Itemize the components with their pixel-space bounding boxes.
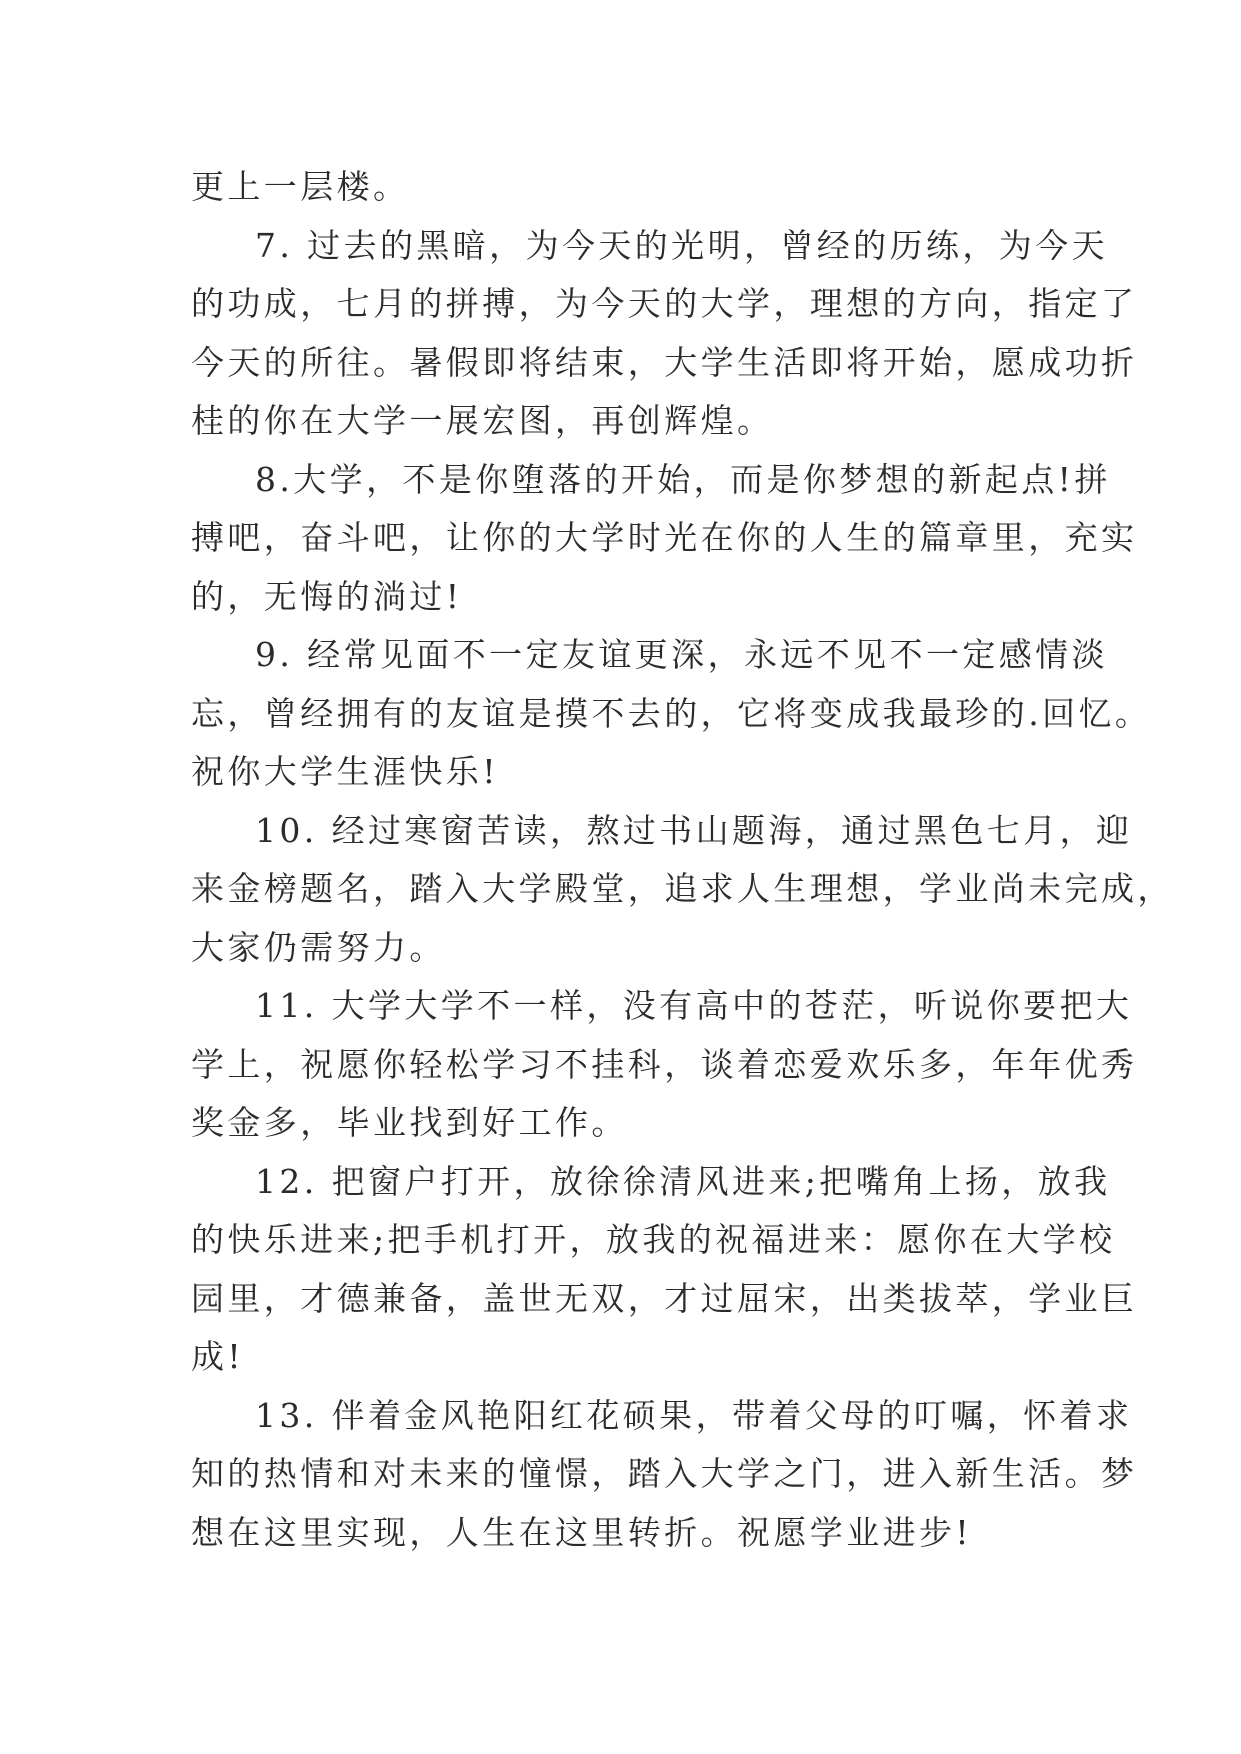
text-line: 的功成，七月的拼搏，为今天的大学，理想的方向，指定了 (191, 284, 1138, 323)
text-line: 园里，才德兼备，盖世无双，才过屈宋，出类拔萃，学业巨 (191, 1278, 1138, 1318)
paragraph-10-first-line: 10. 经过寒窗苦读，熬过书山题海，通过黑色七月，迎 (255, 810, 1133, 850)
text-line: 的快乐进来;把手机打开，放我的祝福进来：愿你在大学校 (191, 1220, 1116, 1259)
paragraph-7-first-line: 7. 过去的黑暗，为今天的光明，曾经的历练，为今天 (255, 225, 1108, 265)
text-line: 大家仍需努力。 (191, 927, 446, 967)
paragraph-9-first-line: 9. 经常见面不一定友谊更深，永远不见不一定感情淡 (255, 635, 1108, 674)
paragraph-8-first-line: 8.大学，不是你堕落的开始，而是你梦想的新起点!拼 (255, 459, 1111, 499)
paragraph-13-first-line: 13. 伴着金风艳阳红花硕果，带着父母的叮嘱，怀着求 (255, 1395, 1133, 1435)
text-line: 知的热情和对未来的憧憬，踏入大学之门，进入新生活。梦 (191, 1454, 1138, 1493)
text-line: 想在这里实现，人生在这里转折。祝愿学业进步! (191, 1512, 973, 1552)
text-line: 祝你大学生涯快乐! (191, 752, 499, 791)
text-line: 的，无悔的淌过! (191, 576, 463, 616)
text-line: 搏吧，奋斗吧，让你的大学时光在你的人生的篇章里，充实 (191, 518, 1138, 557)
text-line: 忘，曾经拥有的友谊是摸不去的，它将变成我最珍的.回忆。 (191, 693, 1152, 733)
text-line: 更上一层楼。 (191, 167, 410, 206)
document-body (191, 158, 1174, 1562)
paragraph-11-first-line: 11. 大学大学不一样，没有高中的苍茫，听说你要把大 (255, 986, 1133, 1025)
text-line: 来金榜题名，踏入大学殿堂，追求人生理想，学业尚未完成， (191, 869, 1174, 908)
text-line: 奖金多，毕业找到好工作。 (191, 1103, 628, 1142)
paragraph-12-first-line: 12. 把窗户打开，放徐徐清风进来;把嘴角上扬，放我 (255, 1161, 1111, 1201)
text-line: 桂的你在大学一展宏图，再创辉煌。 (191, 401, 774, 440)
text-line: 成! (191, 1337, 245, 1376)
text-line: 今天的所往。暑假即将结束，大学生活即将开始，愿成功折 (191, 342, 1138, 382)
text-line: 学上，祝愿你轻松学习不挂科，谈着恋爱欢乐多，年年优秀 (191, 1044, 1138, 1084)
